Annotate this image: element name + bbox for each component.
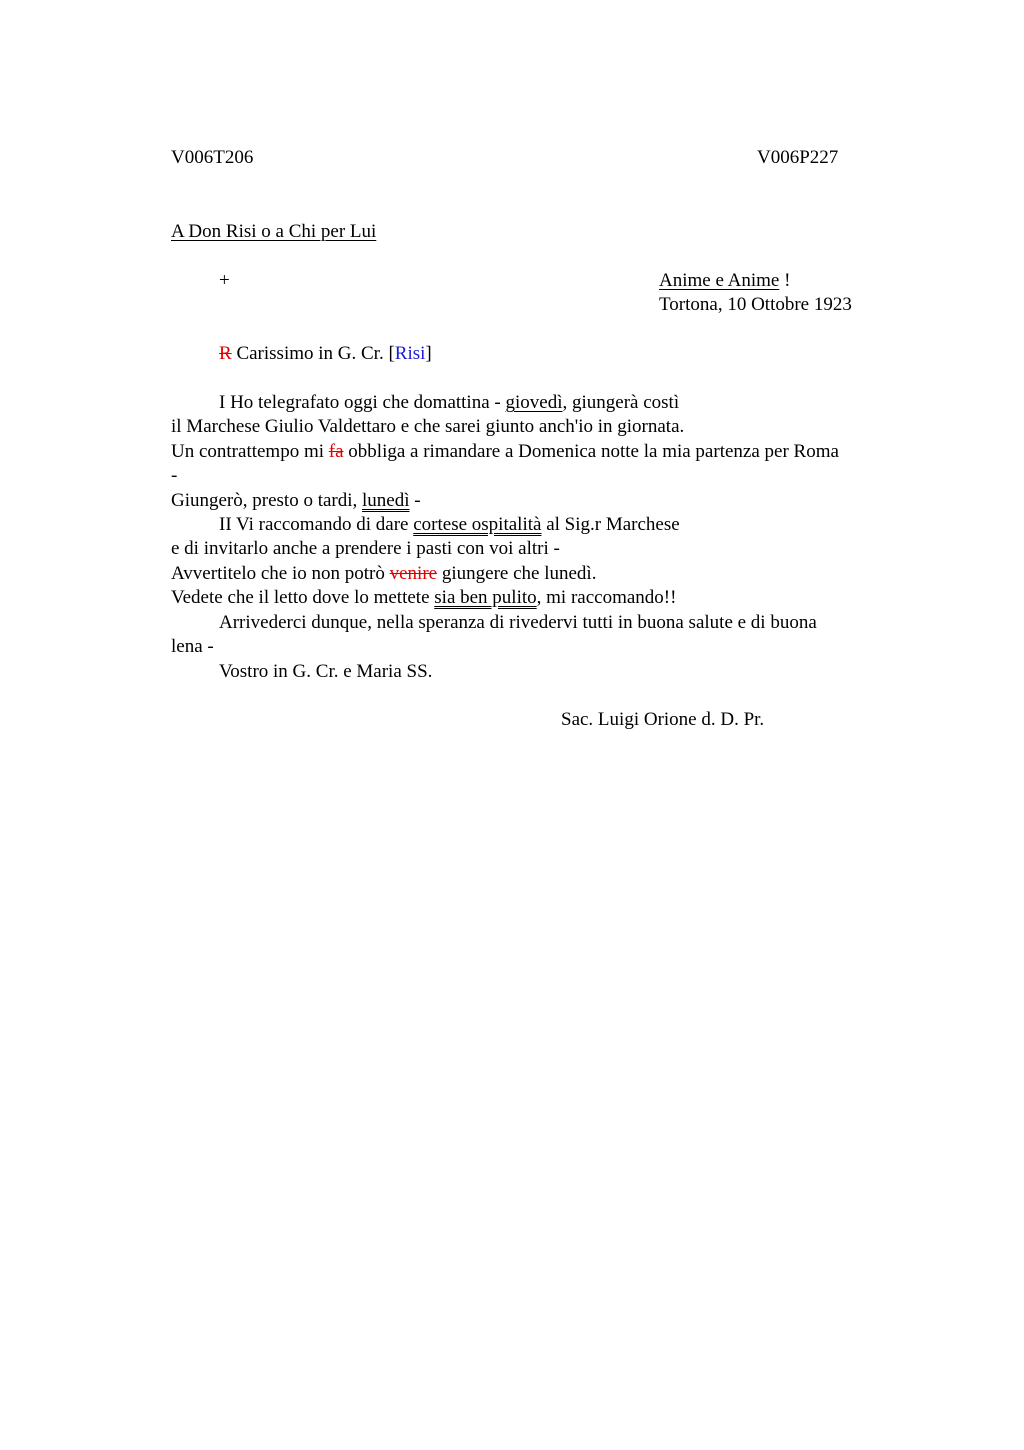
salutation-name: Risi [394,343,426,364]
header-left-code: V006T206 [171,147,254,168]
header-right-code: V006P227 [757,147,839,168]
double-underlined-phrase: cortese ospitalità [413,514,542,535]
motto [659,269,790,293]
text-run: II Vi raccomando di dare [219,514,414,535]
body-line-11: lena - [171,636,214,657]
double-underlined-word: lunedì [362,490,410,511]
text-run: , mi raccomando!! [536,587,677,608]
text-run: I Ho telegrafato oggi che domattina - [219,392,506,413]
text-run: obbliga a rimandare a Domenica notte la mia partenza per Roma [343,441,839,462]
salutation-deleted: R [219,343,232,364]
text-run: Giungerò, presto o tardi, [171,490,363,511]
text-run: - [409,490,421,511]
double-underlined-phrase: sia ben pulito [434,587,537,608]
underlined-word: giovedì [505,392,563,413]
text-run: Vedete che il letto dove lo mettete [171,587,435,608]
salutation-close: ] [425,343,432,364]
deleted-word: fa [328,441,344,462]
body-line-7: e di invitarlo anche a prendere i pasti con voi altri - [171,538,560,559]
text-run: , giungerà costì [562,392,680,413]
text-run: giungere che lunedì. [437,563,597,584]
salutation [219,342,432,366]
text-run: Avvertitelo che io non potrò [171,563,390,584]
signature: Sac. Luigi Orione d. D. Pr. [561,709,765,730]
body-line-5 [171,489,421,513]
deleted-word: venire [389,563,438,584]
motto-rest: ! [779,270,791,291]
motto-underlined: Anime e Anime [659,270,780,291]
body-line-12: Vostro in G. Cr. e Maria SS. [219,661,433,682]
body-line-4: - [171,465,178,486]
body-line-6 [219,513,680,537]
text-run: Un contrattempo mi [171,441,329,462]
body-line-2: il Marchese Giulio Valdettaro e che sarei giunto anch'io in giornata. [171,416,685,437]
body-line-8 [171,562,596,586]
salutation-text: Carissimo in G. Cr. [ [231,343,395,364]
body-line-1 [219,391,679,415]
body-line-3 [171,440,839,464]
cross-symbol: + [219,270,230,291]
body-line-9 [171,586,676,610]
body-line-10: Arrivederci dunque, nella speranza di rivedervi tutti in buona salute e di buona [219,612,817,633]
place-date: Tortona, 10 Ottobre 1923 [659,294,852,315]
addressee: A Don Risi o a Chi per Lui [171,221,377,242]
text-run: al Sig.r Marchese [541,514,680,535]
